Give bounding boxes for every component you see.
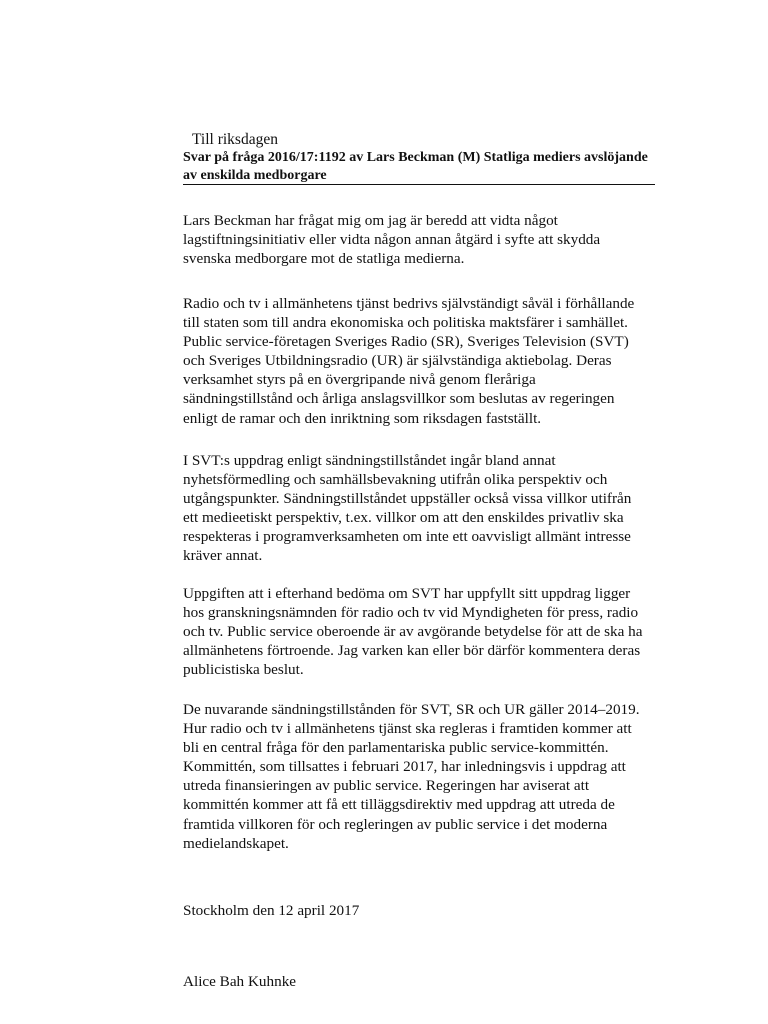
text-line: svenska medborgare mot de statliga medierna. xyxy=(183,250,465,268)
text-line: Kommittén, som tillsattes i februari 2017, har inledningsvis i uppdrag att xyxy=(183,758,626,776)
text-line: till staten som till andra ekonomiska och politiska maktsfärer i samhället. xyxy=(183,314,628,332)
text-line: lagstiftningsinitiativ eller vidta någon annan åtgärd i syfte att skydda xyxy=(183,231,601,249)
text-line: Hur radio och tv i allmänhetens tjänst ska regleras i framtiden kommer att xyxy=(183,720,632,738)
text-line: utreda finansieringen av public service. Regeringen har aviserat att xyxy=(183,777,590,795)
text-line: nyhetsförmedling och samhällsbevakning utifrån olika perspektiv och xyxy=(183,471,608,489)
paragraph-svt-mission xyxy=(183,451,683,566)
text-line: Lars Beckman har frågat mig om jag är beredd att vidta något xyxy=(183,212,558,229)
text-line: medielandskapet. xyxy=(183,834,289,852)
text-line: bli en central fråga för den parlamentariska public service-kommittén. xyxy=(183,739,609,757)
text-line: respekteras i programverksamheten om inte ett oavvisligt allmänt intresse xyxy=(183,528,631,546)
recipient-line: Till riksdagen xyxy=(192,131,278,148)
text-line: Radio och tv i allmänhetens tjänst bedrivs självständigt såväl i förhållande xyxy=(183,295,635,312)
paragraph-question-summary xyxy=(183,211,683,268)
paragraph-review-board xyxy=(183,584,683,679)
text-line: kommittén kommer att få ett tilläggsdirektiv med uppdrag att utreda de xyxy=(183,796,615,814)
text-line: I SVT:s uppdrag enligt sändningstillståndet ingår bland annat xyxy=(183,452,556,469)
text-line: publicistiska beslut. xyxy=(183,661,304,679)
text-line: Public service-företagen Sveriges Radio (SR), Sveriges Television (SVT) xyxy=(183,333,629,351)
subject-line: Svar på fråga 2016/17:1192 av Lars Beckman (M) Statliga mediers avslöjande xyxy=(183,150,648,165)
signature-name: Alice Bah Kuhnke xyxy=(183,973,297,990)
text-line: och tv. Public service oberoende är av avgörande betydelse för att de ska ha xyxy=(183,623,643,641)
text-line: ett medieetiskt perspektiv, t.ex. villkor om att den enskildes privatliv ska xyxy=(183,509,624,527)
text-line: utgångspunkter. Sändningstillståndet uppställer också vissa villkor utifrån xyxy=(183,490,632,508)
text-line: allmänhetens förtroende. Jag varken kan eller bör därför kommentera deras xyxy=(183,642,641,660)
paragraph-broadcast-licences xyxy=(183,700,683,853)
subject-line: av enskilda medborgare xyxy=(183,167,327,183)
text-line: Uppgiften att i efterhand bedöma om SVT har uppfyllt sitt uppdrag ligger xyxy=(183,585,631,602)
paragraph-public-service-independence xyxy=(183,294,683,428)
text-line: framtida villkoren för och regleringen av public service i det moderna xyxy=(183,815,608,833)
text-line: De nuvarande sändningstillstånden för SVT, SR och UR gäller 2014–2019. xyxy=(183,701,640,718)
subject-heading xyxy=(183,149,655,185)
text-line: sändningstillstånd och årliga anslagsvillkor som beslutas av regeringen xyxy=(183,390,615,408)
text-line: hos granskningsnämnden för radio och tv vid Myndigheten för press, radio xyxy=(183,604,639,622)
place-and-date: Stockholm den 12 april 2017 xyxy=(183,902,360,919)
text-line: verksamhet styrs på en övergripande nivå genom fleråriga xyxy=(183,371,536,389)
text-line: enligt de ramar och den inriktning som riksdagen fastställt. xyxy=(183,409,542,427)
text-line: och Sveriges Utbildningsradio (UR) är självständiga aktiebolag. Deras xyxy=(183,352,612,370)
text-line: kräver annat. xyxy=(183,547,263,565)
